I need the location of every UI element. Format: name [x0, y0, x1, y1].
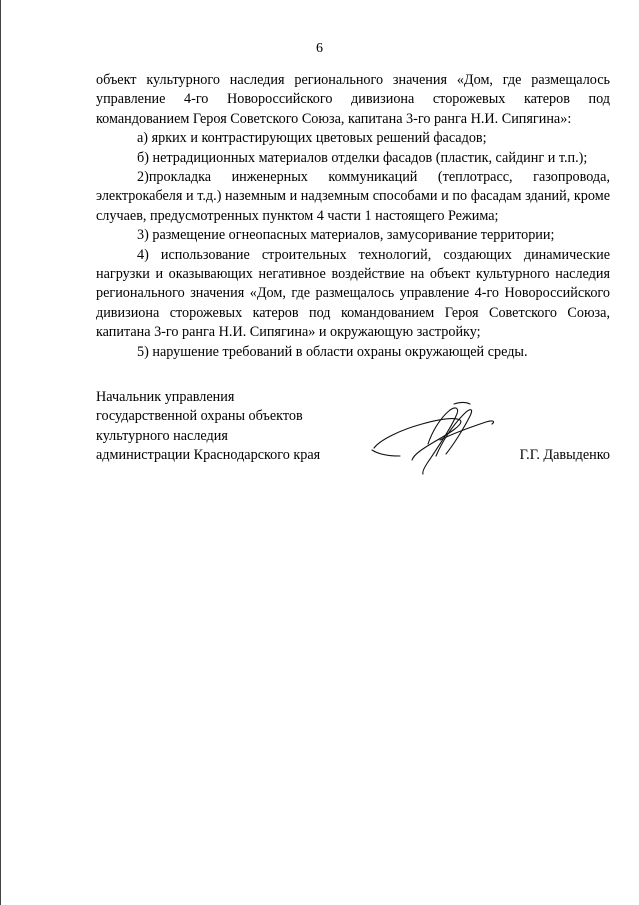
paragraph-item-2: 2)прокладка инженерных коммуникаций (теплотрасс, газопровода, электрокабеля и т.д.) наземным и надземным способами и по фасадам зданий, кроме случаев, предусмотренных пунктом 4 части 1 настоящего Режима; — [96, 169, 610, 224]
page-left-edge — [0, 0, 1, 905]
document-body — [96, 71, 610, 362]
paragraph-item-3: 3) размещение огнеопасных материалов, замусоривание территории; — [137, 227, 555, 244]
signature-block — [96, 388, 610, 466]
signer-position-line: культурного наследия — [96, 427, 228, 444]
paragraph-item-5: 5) нарушение требований в области охраны окружающей среды. — [137, 343, 528, 360]
paragraph-item-4: 4) использование строительных технологий, создающих динамические нагрузки и оказывающих негативное воздействие на объект культурного наследия регионального значения «Дом, где размещалось управление 4-го Новороссийского дивизиона сторожевых катеров под командованием Героя Советского Союза, капитана 3-го ранга Н.И. Сипягина» и окружающую застройку; — [96, 246, 610, 341]
handwritten-signature — [370, 400, 500, 478]
paragraph-intro: объект культурного наследия регионального значения «Дом, где размещалось управление 4-го Новороссийского дивизиона сторожевых катеров под командованием Героя Советского Союза, капитана 3-го ранга Н.И. Сипягина»: — [96, 72, 610, 127]
signer-position-line: Начальник управления — [96, 389, 235, 405]
signer-position-line: администрации Краснодарского края — [96, 447, 321, 464]
signer-position-line: государственной охраны объектов — [96, 408, 303, 425]
paragraph-item-a: а) ярких и контрастирующих цветовых решений фасадов; — [137, 130, 487, 147]
page-number: 6 — [316, 41, 323, 56]
paragraph-item-b: б) нетрадиционных материалов отделки фасадов (пластик, сайдинг и т.п.); — [137, 149, 588, 166]
signer-name: Г.Г. Давыденко — [519, 447, 610, 463]
